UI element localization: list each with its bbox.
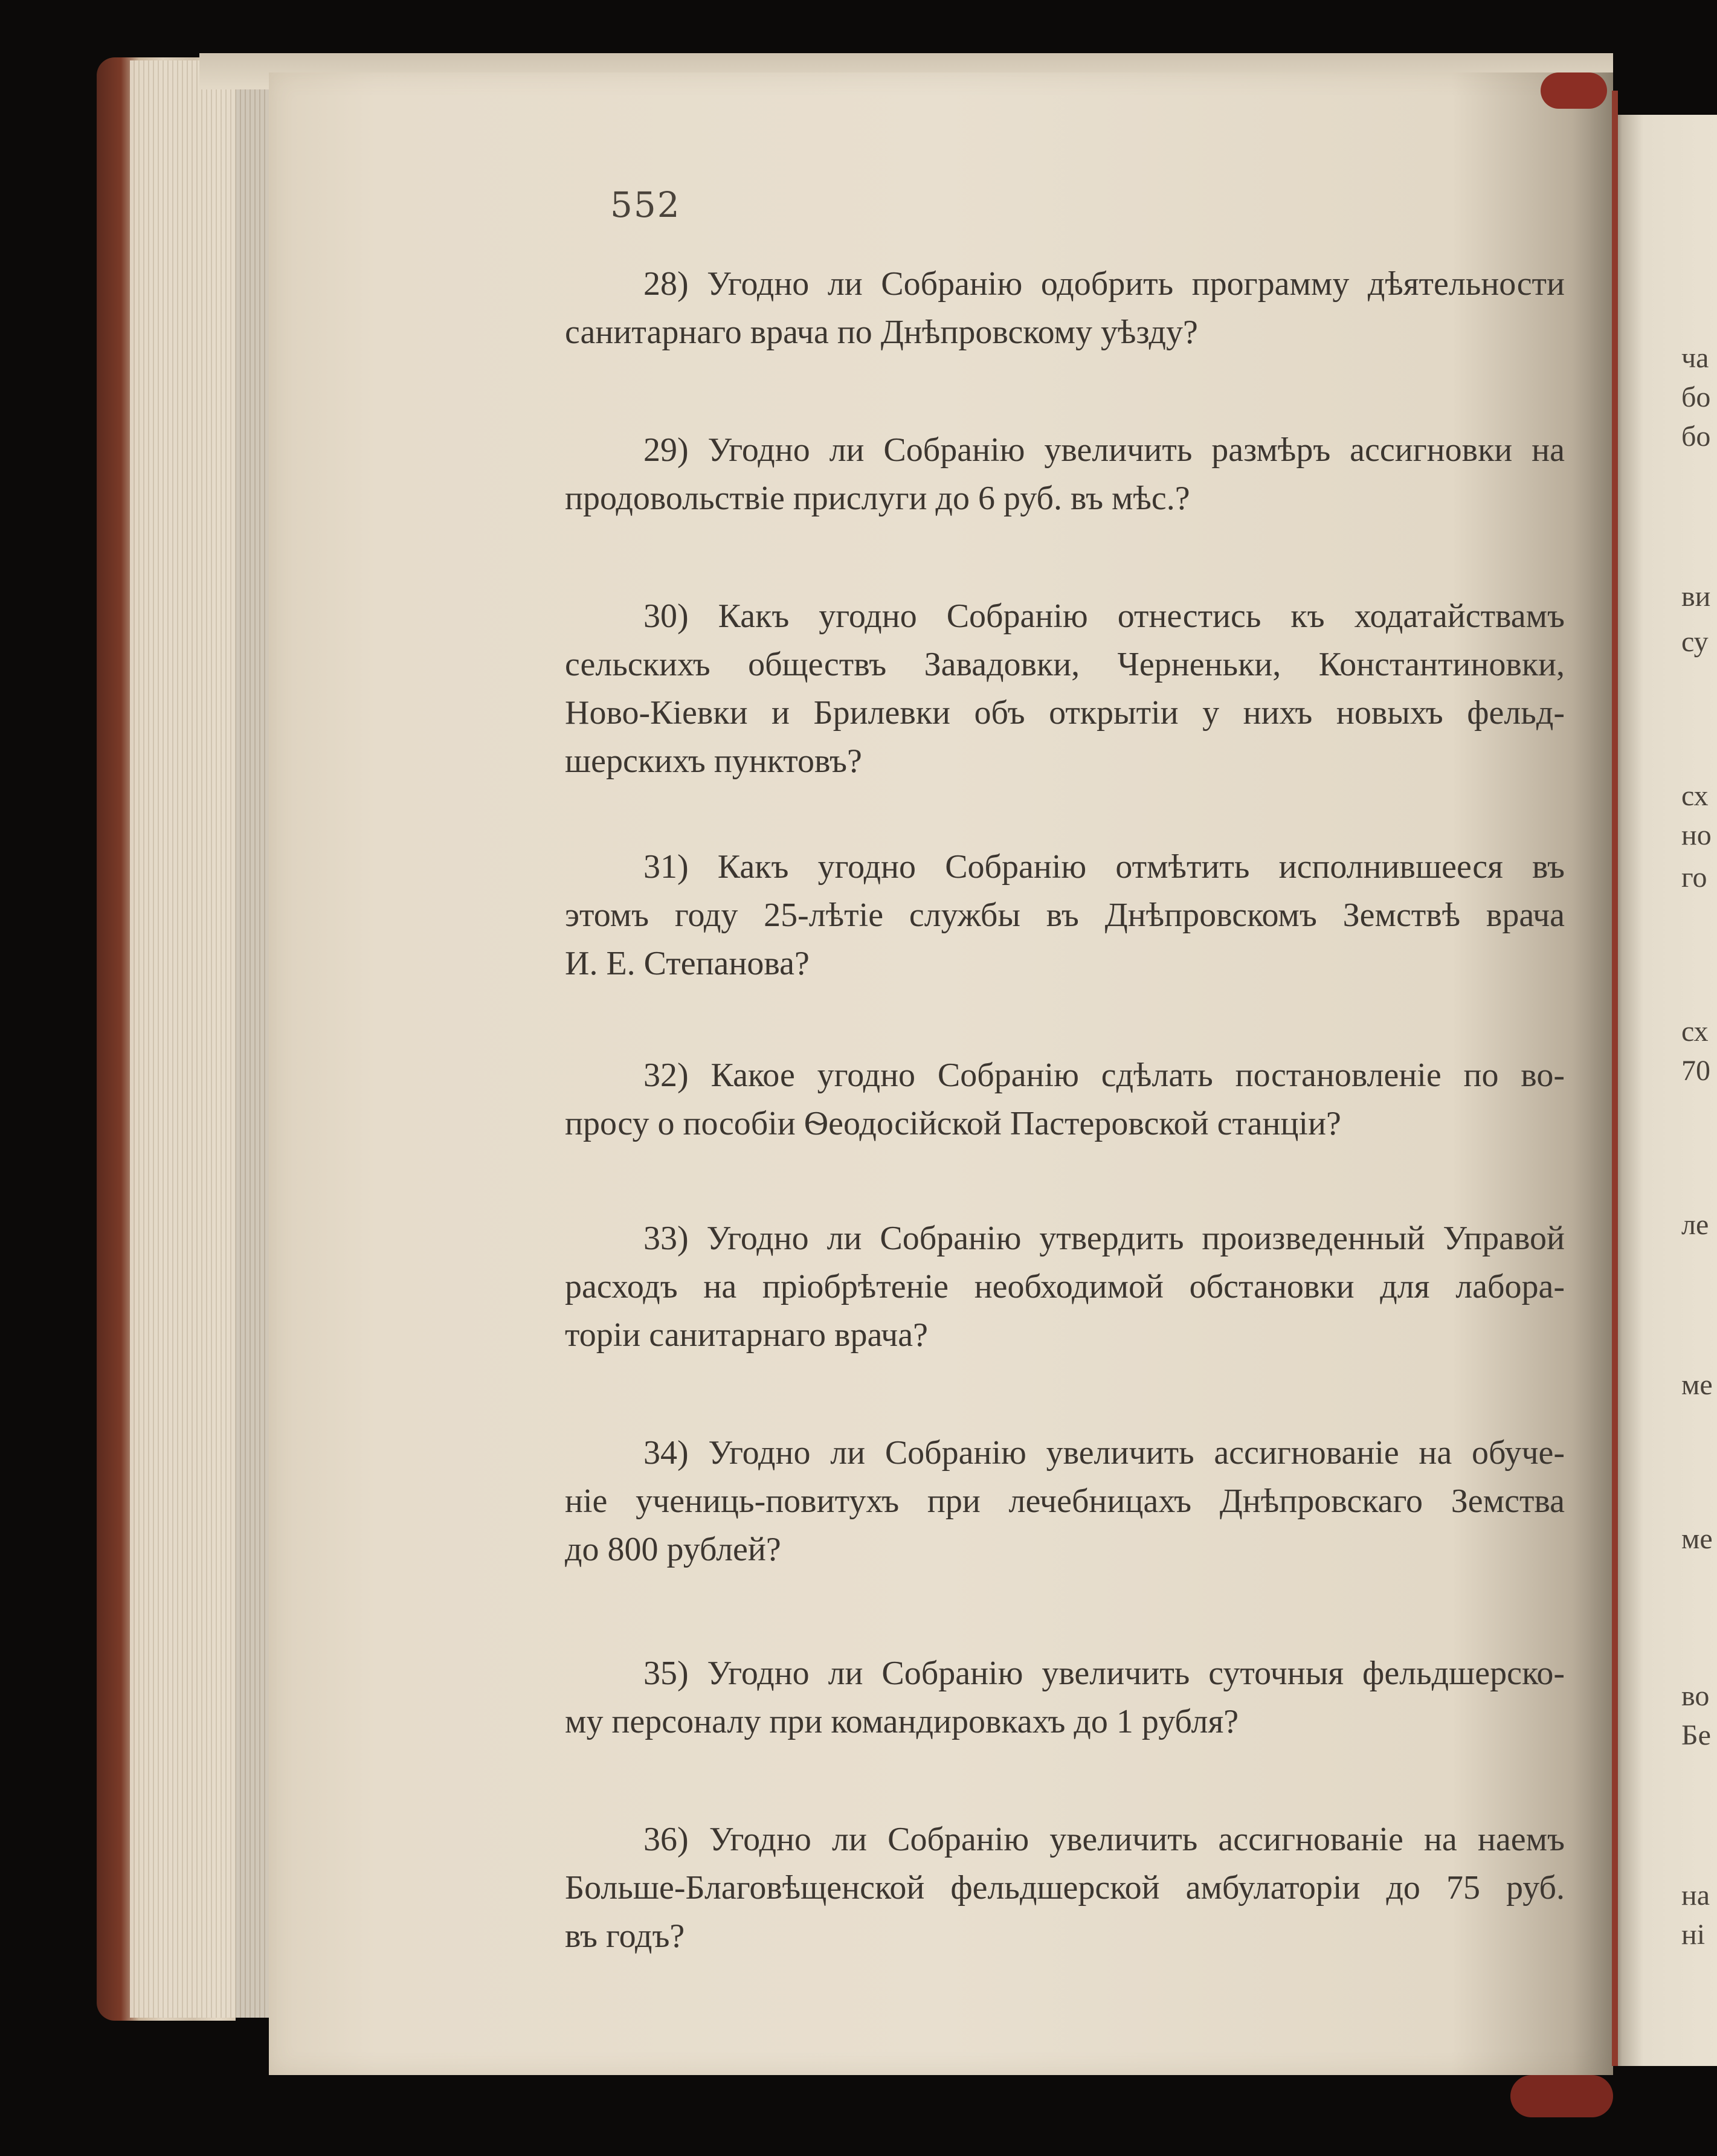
page-stack-edges — [130, 60, 275, 2018]
item-line: продовольствіе прислуги до 6 руб. въ мѣс.? — [565, 480, 1190, 517]
item-line: 35) Угодно ли Собранію увеличить суточныя фельдшерско- — [643, 1655, 1565, 1692]
item-line: му персоналу при командировкахъ до 1 рубля? — [565, 1703, 1239, 1740]
item-line: 32) Какое угодно Собранію сдѣлать постановленіе по во- — [643, 1057, 1565, 1094]
right-page-fragment: во — [1681, 1680, 1710, 1712]
right-page-fragment: 70 — [1681, 1055, 1710, 1087]
agenda-item-32 — [565, 1051, 1565, 1148]
right-page-fragment: бо — [1681, 420, 1711, 452]
agenda-item-28 — [565, 260, 1565, 356]
item-line: 29) Угодно ли Собранію увеличить размѣръ ассигновки на — [643, 431, 1565, 469]
item-line: 31) Какъ угодно Собранію отмѣтить исполнившееся въ — [643, 848, 1565, 886]
item-line: 33) Угодно ли Собранію утвердить произведенный Управой — [643, 1220, 1565, 1257]
item-line: этомъ году 25-лѣтіе службы въ Днѣпровскомъ Земствѣ врача — [565, 896, 1565, 934]
right-page-fragment: су — [1681, 626, 1709, 658]
right-page-fragment: ле — [1681, 1209, 1709, 1241]
right-page-fragment: но — [1681, 819, 1712, 851]
page-number: 552 — [610, 184, 681, 225]
right-page-fragment: го — [1681, 861, 1707, 893]
item-line: торіи санитарнаго врача? — [565, 1316, 928, 1354]
right-page-fragment: Бе — [1681, 1719, 1711, 1751]
right-page-fragment: ви — [1681, 581, 1711, 613]
right-page-fragment: ме — [1681, 1369, 1713, 1401]
agenda-item-31 — [565, 843, 1565, 988]
item-line: шерскихъ пунктовъ? — [565, 742, 862, 780]
item-line: просу о пособіи Ѳеодосійской Пастеровской станціи? — [565, 1105, 1341, 1142]
agenda-item-35 — [565, 1649, 1565, 1746]
spine-headband-top — [1541, 72, 1607, 109]
item-line: расходъ на пріобрѣтеніе необходимой обстановки для лабора- — [565, 1268, 1565, 1305]
item-line: въ годъ? — [565, 1917, 685, 1955]
agenda-item-30 — [565, 592, 1565, 785]
right-page-fragment: ме — [1681, 1523, 1713, 1555]
agenda-item-34 — [565, 1429, 1565, 1574]
right-page-fragment: сх — [1681, 1015, 1709, 1047]
agenda-item-33 — [565, 1214, 1565, 1359]
agenda-item-29 — [565, 426, 1565, 523]
right-page-fragment: бо — [1681, 381, 1711, 413]
right-page-fragment: сх — [1681, 780, 1709, 812]
item-line: 36) Угодно ли Собранію увеличить ассигнованіе на наемъ — [643, 1821, 1565, 1858]
item-line: И. Е. Степанова? — [565, 945, 810, 982]
item-line: 34) Угодно ли Собранію увеличить ассигнованіе на обуче- — [643, 1434, 1565, 1472]
agenda-item-36 — [565, 1815, 1565, 1960]
item-line: Больше-Благовѣщенской фельдшерской амбулаторіи до 75 руб. — [565, 1869, 1565, 1907]
item-line: сельскихъ обществъ Завадовки, Черненьки, Константиновки, — [565, 646, 1565, 683]
right-page-fragment: ча — [1681, 342, 1709, 374]
right-page-fragment: на — [1681, 1879, 1710, 1911]
item-line: ніе учениць-повитухъ при лечебницахъ Днѣпровскаго Земства — [565, 1482, 1565, 1520]
item-line: санитарнаго врача по Днѣпровскому уѣзду? — [565, 314, 1198, 351]
item-line: до 800 рублей? — [565, 1531, 781, 1568]
item-line: 28) Угодно ли Собранію одобрить программу дѣятельности — [643, 265, 1565, 303]
spine-edge — [1612, 91, 1618, 2066]
spine-headband-bottom — [1510, 2075, 1613, 2117]
right-page-fragment: ні — [1681, 1919, 1706, 1951]
item-line: Ново-Кіевки и Брилевки объ открытіи у нихъ новыхъ фельд- — [565, 694, 1565, 732]
item-line: 30) Какъ угодно Собранію отнестись къ ходатайствамъ — [643, 597, 1565, 635]
